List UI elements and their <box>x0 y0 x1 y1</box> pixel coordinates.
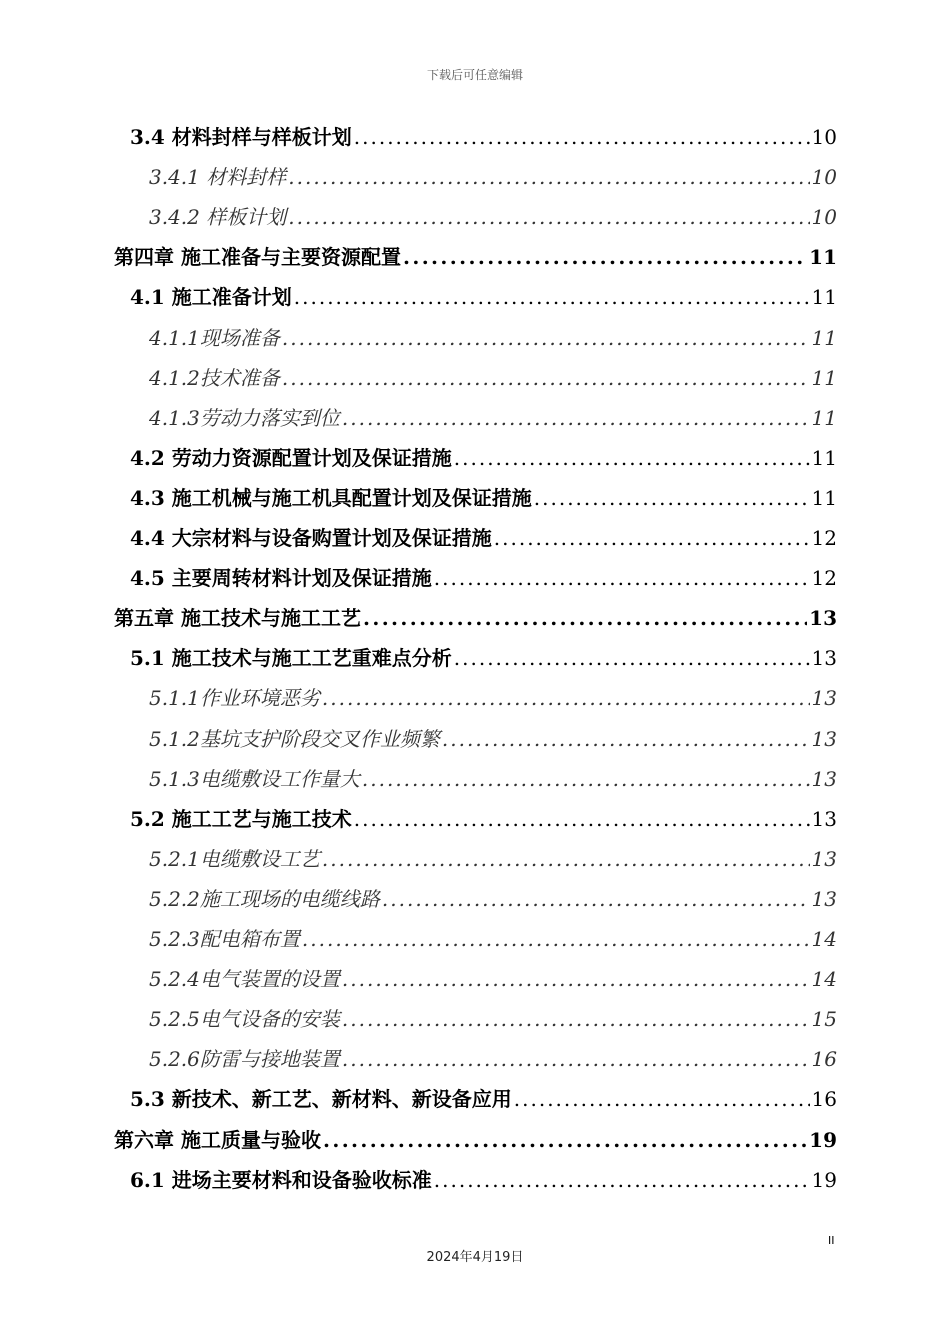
toc-entry-page: 19 <box>811 1168 837 1192</box>
toc-entry-page: 16 <box>811 1087 837 1111</box>
toc-entry-section[interactable] <box>130 438 837 478</box>
toc-dot-leader <box>282 318 810 358</box>
toc-entry-title: 第五章 施工技术与施工工艺 <box>114 606 361 630</box>
toc-entry-section[interactable] <box>130 1160 837 1200</box>
toc-entry-title: 5.2.6防雷与接地装置 <box>149 1047 340 1071</box>
toc-entry-page: 14 <box>811 967 837 991</box>
toc-dot-leader <box>514 1079 810 1119</box>
toc-entry-page: 11 <box>811 446 837 470</box>
toc-entry-title: 4.3 施工机械与施工机具配置计划及保证措施 <box>130 486 532 510</box>
toc-entry-title: 3.4.2 样板计划 <box>149 205 287 229</box>
toc-entry-chapter[interactable] <box>114 237 837 277</box>
toc-entry-sub[interactable] <box>149 1039 837 1079</box>
toc-entry-title: 5.2.4电气装置的设置 <box>149 967 340 991</box>
toc-dot-leader <box>534 478 810 518</box>
toc-dot-leader <box>434 558 810 598</box>
toc-entry-sub[interactable] <box>149 358 837 398</box>
toc-entry-page: 10 <box>811 165 837 189</box>
toc-entry-page: 13 <box>811 887 837 911</box>
toc-entry-title: 5.3 新技术、新工艺、新材料、新设备应用 <box>130 1087 512 1111</box>
toc-dot-leader <box>342 959 810 999</box>
toc-entry-section[interactable] <box>130 638 837 678</box>
toc-entry-chapter[interactable] <box>114 1120 837 1160</box>
toc-entry-title: 4.1.3劳动力落实到位 <box>149 406 340 430</box>
toc-entry-page: 16 <box>811 1047 837 1071</box>
toc-entry-title: 3.4 材料封样与样板计划 <box>130 125 352 149</box>
toc-entry-page: 11 <box>811 406 837 430</box>
toc-entry-title: 5.2.2施工现场的电缆线路 <box>149 887 380 911</box>
toc-entry-title: 4.1.1现场准备 <box>149 326 280 350</box>
toc-entry-sub[interactable] <box>149 879 837 919</box>
toc-dot-leader <box>322 678 810 718</box>
toc-dot-leader <box>494 518 810 558</box>
toc-entry-sub[interactable] <box>149 919 837 959</box>
toc-entry-page: 11 <box>811 285 837 309</box>
toc-dot-leader <box>282 358 810 398</box>
toc-entry-page: 13 <box>811 847 837 871</box>
toc-entry-page: 19 <box>809 1128 837 1152</box>
toc-entry-page: 13 <box>811 686 837 710</box>
toc-entry-title: 5.1.1作业环境恶劣 <box>149 686 320 710</box>
toc-dot-leader <box>362 759 810 799</box>
toc-entry-page: 15 <box>811 1007 837 1031</box>
toc-entry-page: 14 <box>811 927 837 951</box>
toc-dot-leader <box>363 598 807 638</box>
toc-entry-sub[interactable] <box>149 839 837 879</box>
toc-entry-sub[interactable] <box>149 678 837 718</box>
toc-dot-leader <box>454 638 810 678</box>
toc-entry-title: 第六章 施工质量与验收 <box>114 1128 321 1152</box>
toc-entry-section[interactable] <box>130 799 837 839</box>
header-note: 下载后可任意编辑 <box>426 68 523 82</box>
toc-entry-page: 13 <box>811 646 837 670</box>
toc-entry-title: 5.2 施工工艺与施工技术 <box>130 807 352 831</box>
toc-dot-leader <box>403 237 807 277</box>
toc-dot-leader <box>454 438 810 478</box>
toc-entry-section[interactable] <box>130 478 837 518</box>
toc-entry-page: 13 <box>811 727 837 751</box>
toc-entry-section[interactable] <box>130 558 837 598</box>
toc-entry-title: 5.2.3配电箱布置 <box>149 927 300 951</box>
toc-dot-leader <box>442 719 810 759</box>
toc-dot-leader <box>288 157 809 197</box>
toc-entry-page: 12 <box>811 566 837 590</box>
toc-dot-leader <box>294 277 810 317</box>
toc-dot-leader <box>302 919 810 959</box>
toc-entry-page: 11 <box>809 245 837 269</box>
toc-entry-section[interactable] <box>130 1079 837 1119</box>
toc-entry-page: 10 <box>811 125 837 149</box>
toc-dot-leader <box>382 879 810 919</box>
toc-entry-title: 第四章 施工准备与主要资源配置 <box>114 245 401 269</box>
toc-entry-title: 4.2 劳动力资源配置计划及保证措施 <box>130 446 452 470</box>
toc-entry-page: 12 <box>811 526 837 550</box>
toc-entry-page: 13 <box>811 767 837 791</box>
toc-entry-sub[interactable] <box>149 719 837 759</box>
toc-entry-chapter[interactable] <box>114 598 837 638</box>
toc-entry-sub[interactable] <box>149 999 837 1039</box>
toc-dot-leader <box>322 839 810 879</box>
toc-entry-page: 13 <box>811 807 837 831</box>
toc-entry-sub[interactable] <box>149 959 837 999</box>
toc-entry-sub[interactable] <box>149 759 837 799</box>
toc-entry-title: 4.1 施工准备计划 <box>130 285 292 309</box>
toc-entry-section[interactable] <box>130 277 837 317</box>
toc-dot-leader <box>288 197 809 237</box>
toc-entry-title: 5.1 施工技术与施工工艺重难点分析 <box>130 646 452 670</box>
toc-entry-title: 5.1.2基坑支护阶段交叉作业频繁 <box>149 727 440 751</box>
footer-date: 2024年4月19日 <box>426 1250 524 1265</box>
toc-dot-leader <box>354 799 810 839</box>
toc-entry-title: 4.5 主要周转材料计划及保证措施 <box>130 566 432 590</box>
toc-entry-title: 5.2.5电气设备的安装 <box>149 1007 340 1031</box>
toc-dot-leader <box>354 117 810 157</box>
toc-entry-title: 4.1.2技术准备 <box>149 366 280 390</box>
toc-entry-sub[interactable] <box>149 318 837 358</box>
toc-entry-sub[interactable] <box>149 398 837 438</box>
toc-entry-page: 11 <box>811 326 837 350</box>
toc-entry-section[interactable] <box>130 518 837 558</box>
toc-dot-leader <box>342 1039 810 1079</box>
toc-dot-leader <box>434 1160 810 1200</box>
toc-entry-title: 4.4 大宗材料与设备购置计划及保证措施 <box>130 526 492 550</box>
toc-entry-title: 5.1.3电缆敷设工作量大 <box>149 767 360 791</box>
toc-entry-sub[interactable] <box>149 197 837 237</box>
toc-dot-leader <box>342 999 810 1039</box>
toc-entry-title: 5.2.1电缆敷设工艺 <box>149 847 320 871</box>
toc-entry-sub[interactable] <box>149 157 837 197</box>
page-number: II <box>828 1234 835 1247</box>
toc-entry-page: 11 <box>811 366 837 390</box>
toc-dot-leader <box>342 398 810 438</box>
toc-entry-page: 11 <box>811 486 837 510</box>
toc-entry-page: 10 <box>811 205 837 229</box>
toc-dot-leader <box>323 1120 807 1160</box>
toc-entry-section[interactable] <box>130 117 837 157</box>
toc-entry-page: 13 <box>809 606 837 630</box>
toc-entry-title: 3.4.1 材料封样 <box>149 165 287 189</box>
toc-entry-title: 6.1 进场主要材料和设备验收标准 <box>130 1168 432 1192</box>
